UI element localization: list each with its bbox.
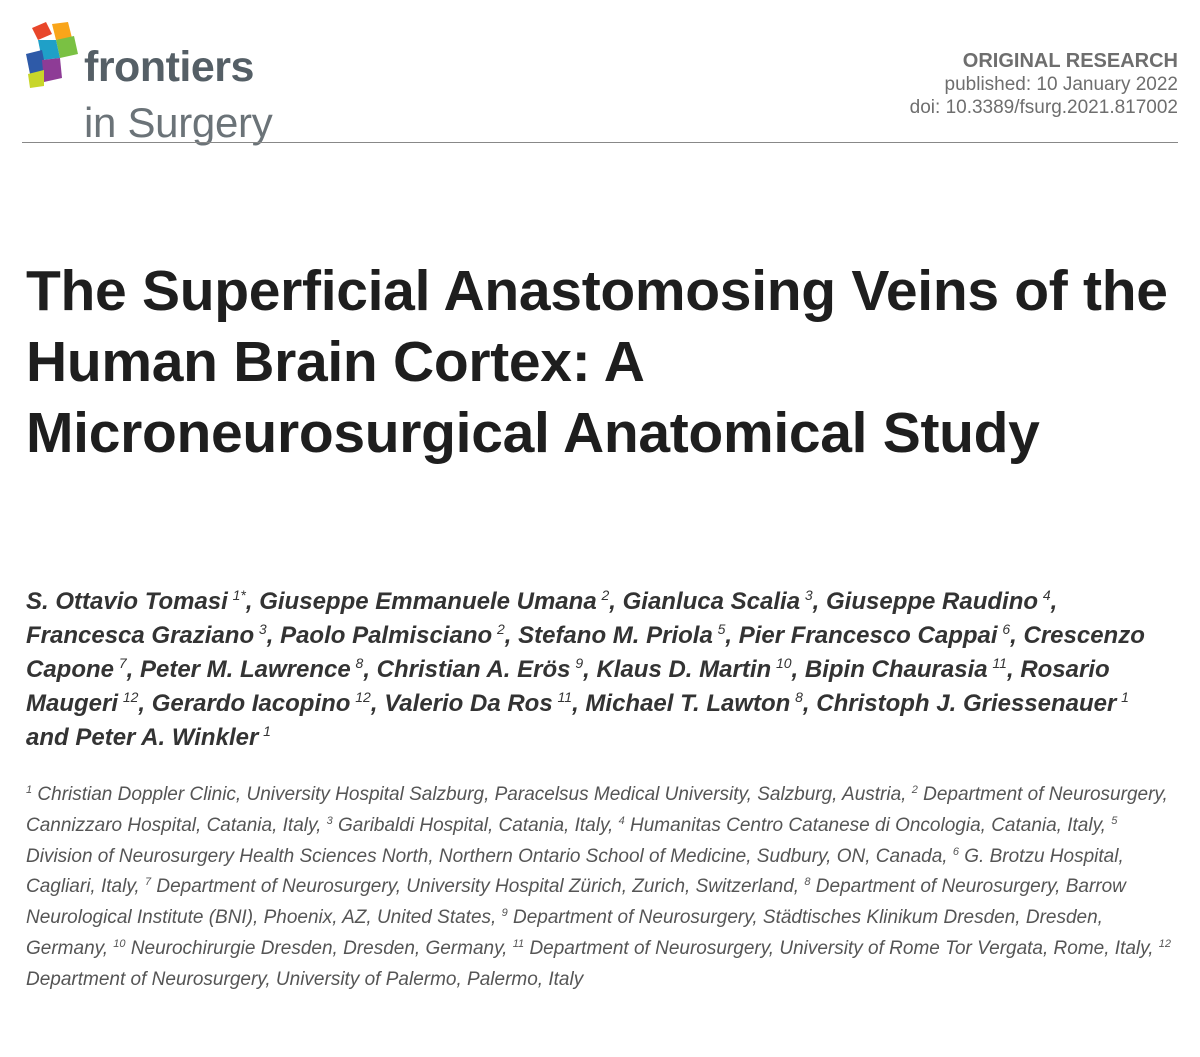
author-affiliation-marker: 11 — [557, 689, 573, 705]
author-name[interactable]: Francesca Graziano — [26, 622, 255, 649]
author-name[interactable]: Christian A. Erös — [376, 656, 571, 683]
author-name[interactable]: Giuseppe Raudino — [826, 588, 1039, 615]
author-affiliation-marker: 10 — [775, 655, 792, 671]
author-list — [26, 585, 1176, 755]
affiliation-text: Christian Doppler Clinic, University Hospital Salzburg, Paracelsus Medical University, Salzburg, Austria, — [37, 784, 912, 805]
affiliation-text: Humanitas Centro Catanese di Oncologia, Catania, Italy, — [630, 814, 1112, 836]
author-affiliation-marker: 11 — [992, 655, 1007, 671]
affiliation-number: 1 — [26, 784, 33, 796]
affiliation-text: Department of Neurosurgery, Städtisches Klinikum Dresden, Dresden, Germany, — [26, 907, 1103, 959]
affiliation-text: Division of Neurosurgery Health Sciences North, Northern Ontario School of Medicine, Sudbury, ON, Canada, — [26, 845, 953, 867]
author-affiliation-marker: 7 — [118, 655, 127, 671]
affiliation-text: Department of Neurosurgery, Barrow Neurological Institute (BNI), Phoenix, AZ, United States, — [26, 876, 1126, 929]
author-affiliation-marker: 3 — [804, 587, 813, 603]
author-affiliation-marker: 8 — [795, 689, 803, 705]
author-separator: , — [266, 622, 281, 649]
article-meta — [910, 50, 1178, 119]
author-name[interactable]: Stefano M. Priola — [518, 622, 713, 649]
author-separator: , — [812, 588, 826, 615]
author-affiliation-marker: 1 — [1121, 689, 1129, 705]
affiliation-number: 9 — [501, 907, 508, 920]
affiliation-text: Department of Neurosurgery, Cannizzaro Hospital, Catania, Italy, — [26, 784, 1168, 836]
author-name[interactable]: Christoph J. Griessenauer — [816, 690, 1117, 717]
author-name[interactable]: Crescenzo Capone — [26, 622, 1145, 683]
author-name[interactable]: Giuseppe Emmanuele Umana — [259, 588, 597, 615]
author-affiliation-marker: 6 — [1002, 621, 1011, 637]
author-affiliation-marker: 4 — [1042, 587, 1051, 603]
author-name[interactable]: Rosario Maugeri — [26, 656, 1110, 717]
affiliation-number: 2 — [911, 784, 918, 796]
author-name[interactable]: Gianluca Scalia — [622, 588, 801, 615]
affiliation-number: 12 — [1158, 937, 1172, 950]
author-name[interactable]: Peter A. Winkler — [75, 724, 259, 751]
author-affiliation-marker: 12 — [355, 689, 371, 705]
frontiers-cube-icon — [22, 20, 84, 90]
journal-logo[interactable] — [22, 20, 302, 146]
author-affiliation-marker: 8 — [355, 655, 364, 671]
published-date: published: 10 January 2022 — [944, 74, 1178, 95]
author-name[interactable]: Paolo Palmisciano — [280, 622, 493, 649]
doi-link[interactable]: doi: 10.3389/fsurg.2021.817002 — [909, 97, 1178, 118]
affiliation-text: Department of Neurosurgery, University of Palermo, Palermo, Italy — [26, 968, 584, 990]
author-separator: , — [572, 690, 586, 717]
author-affiliation-marker: 9 — [575, 655, 584, 671]
author-separator: , — [791, 656, 805, 683]
author-affiliation-marker: 3 — [258, 621, 267, 637]
author-separator: , — [802, 690, 817, 717]
header-divider — [22, 142, 1178, 143]
author-name[interactable]: Peter M. Lawrence — [139, 656, 351, 683]
author-separator: , — [138, 690, 152, 717]
affiliation-number: 10 — [113, 937, 126, 950]
author-affiliation-marker: 1* — [232, 587, 246, 603]
author-name[interactable]: Bipin Chaurasia — [804, 656, 988, 683]
author-separator: , — [126, 656, 140, 683]
author-separator: , — [583, 656, 597, 683]
author-affiliation-marker: 12 — [122, 689, 139, 705]
affiliation-text: Department of Neurosurgery, University of Rome Tor Vergata, Rome, Italy, — [529, 937, 1159, 959]
affiliation-number: 8 — [804, 876, 811, 889]
author-separator: , — [609, 588, 623, 615]
affiliation-text: Neurochirurgie Dresden, Dresden, Germany, — [130, 937, 513, 959]
journal-name: in Surgery — [84, 99, 273, 146]
author-separator: , — [245, 588, 260, 615]
author-affiliation-marker: 1 — [263, 723, 271, 739]
author-affiliation-marker: 5 — [717, 621, 726, 637]
affiliation-text: Department of Neurosurgery, University Hospital Zürich, Zurich, Switzerland, — [156, 876, 805, 898]
affiliation-number: 5 — [1111, 814, 1118, 827]
author-name[interactable]: Gerardo Iacopino — [151, 690, 351, 717]
author-separator: and — [26, 724, 76, 751]
author-separator: , — [363, 656, 377, 683]
author-name[interactable]: Pier Francesco Cappai — [738, 622, 998, 649]
author-separator: , — [504, 622, 519, 649]
affiliation-text: G. Brotzu Hospital, Cagliari, Italy, — [26, 845, 1124, 898]
affiliation-number: 7 — [144, 876, 152, 889]
brand-name: frontiers — [84, 43, 254, 91]
author-name[interactable]: Valerio Da Ros — [384, 690, 553, 717]
article-type: ORIGINAL RESEARCH — [962, 50, 1178, 72]
author-name[interactable]: Klaus D. Martin — [596, 656, 772, 683]
author-separator: , — [1006, 656, 1021, 683]
author-separator: , — [1050, 588, 1058, 615]
affiliation-number: 4 — [618, 814, 625, 827]
affiliation-list — [26, 780, 1176, 996]
author-separator: , — [370, 690, 385, 717]
affiliation-number: 6 — [952, 845, 959, 858]
author-affiliation-marker: 2 — [601, 587, 610, 603]
author-affiliation-marker: 2 — [496, 621, 505, 637]
author-separator: , — [725, 622, 739, 649]
author-name[interactable]: Michael T. Lawton — [585, 690, 791, 717]
article-title: The Superficial Anastomosing Veins of the Human Brain Cortex: A Microneurosurgical Anatomical Study — [26, 259, 1168, 465]
affiliation-number: 11 — [512, 937, 525, 950]
author-name[interactable]: S. Ottavio Tomasi — [26, 588, 228, 615]
author-separator: , — [1010, 622, 1024, 649]
affiliation-number: 3 — [326, 814, 333, 827]
affiliation-text: Garibaldi Hospital, Catania, Italy, — [338, 814, 619, 836]
